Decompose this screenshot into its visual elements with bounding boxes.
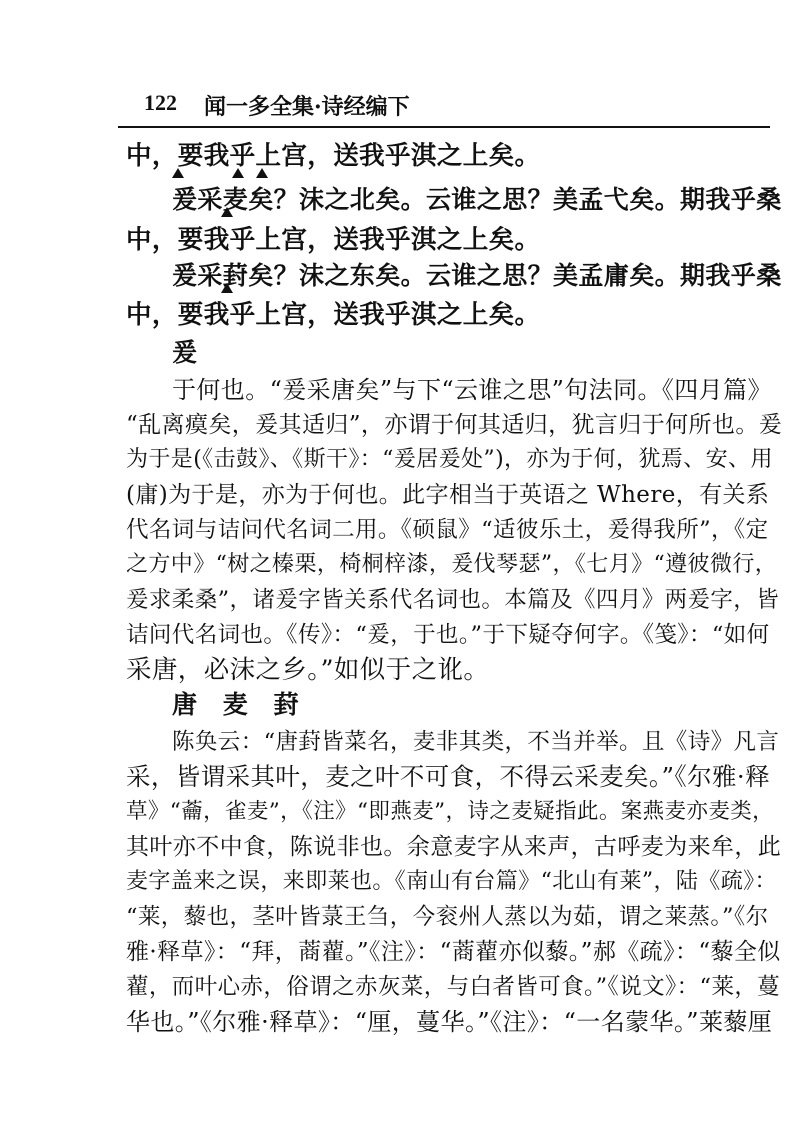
text-line: 为于是(《击鼓》、《斯干》：“爰居爰处”)，亦为于何，犹焉、安、用 — [126, 447, 773, 472]
text-line: 华也。”《尔雅·释草》：“厘，蔓华。”《注》：“一名蒙华。”莱藜厘 — [126, 1008, 773, 1036]
text-line: 诘问代名词也。《传》：“爰，于也。”于下疑夺何字。《笺》：“如何 — [126, 622, 770, 648]
text-line: “莱，藜也，茎叶皆菉王刍，今衮州人蒸以为茹，谓之莱蒸。”《尔 — [126, 904, 769, 930]
emphasis-mark — [221, 207, 233, 217]
text-line: 爰求柔桑”，诸爰字皆关系代名词也。本篇及《四月》两爰字，皆 — [126, 587, 780, 613]
poem-line: 中，要我乎上宫，送我乎淇之上矣。 — [126, 225, 541, 255]
emphasis-mark — [221, 283, 233, 293]
text-line: 其叶亦不中食，陈说非也。余意麦字从来声，古呼麦为来牟，此 — [126, 834, 782, 860]
poem-line: 爰采麦矣？沫之北矣。云谁之思？美孟弋矣。期我乎桑 — [172, 185, 782, 214]
subheading-yuan: 爰 — [172, 338, 198, 367]
text-line: 之方中》“树之榛栗，椅桐梓漆，爰伐琴瑟”，《七月》“遵彼微行， — [126, 552, 778, 577]
text-line: 采唐，必沫之乡。”如似于之讹。 — [126, 655, 490, 685]
text-line: 陈奂云：“唐葑皆菜名，麦非其类，不当并举。且《诗》凡言 — [172, 729, 780, 755]
running-header — [118, 86, 770, 128]
poem-line: 中，要我乎上宫，送我乎淇之上矣。 — [126, 141, 541, 171]
page-number: 122 — [144, 90, 177, 115]
text-line: 代名词与诘问代名词二用。《硕鼠》“适彼乐土，爰得我所”，《定 — [126, 517, 769, 543]
text-line: 麦字盖来之误，来即莱也。《南山有台篇》“北山有莱”，陆《疏》： — [126, 869, 777, 894]
text-line: 草》“蘥，雀麦”，《注》“即燕麦”，诗之麦疑指此。案燕麦亦麦类， — [126, 799, 775, 824]
poem-line: 中，要我乎上宫，送我乎淇之上矣。 — [126, 300, 541, 330]
emphasis-mark — [172, 168, 184, 178]
text-line: “乱离瘼矣，爰其适归”，亦谓于何其适归，犹言归于何所也。爰 — [126, 412, 783, 438]
subheading-tang-mai-feng: 唐 麦 葑 — [172, 690, 300, 719]
text-line: 采，皆谓采其叶，麦之叶不可食，不得云采麦矣。”《尔雅·释 — [126, 762, 771, 791]
text-line: (庸)为于是，亦为于何也。此字相当于英语之 Where，有关系 — [126, 482, 770, 508]
text-line: 藋，而叶心赤，俗谓之赤灰菜，与白者皆可食。”《说文》：“莱，蔓 — [126, 974, 781, 1000]
emphasis-mark — [232, 168, 244, 178]
text-line: 雅·释草》：“拜，蔏藋。”《注》：“蔏藋亦似藜。”郝《疏》：“藜全似 — [126, 939, 781, 965]
running-title: 闻一多全集·诗经编下 — [204, 94, 410, 120]
poem-line: 爰采葑矣？沫之东矣。云谁之思？美孟庸矣。期我乎桑 — [172, 261, 782, 290]
emphasis-mark — [256, 168, 268, 178]
text-line: 于何也。“爰采唐矣”与下“云谁之思”句法同。《四月篇》 — [172, 376, 772, 404]
